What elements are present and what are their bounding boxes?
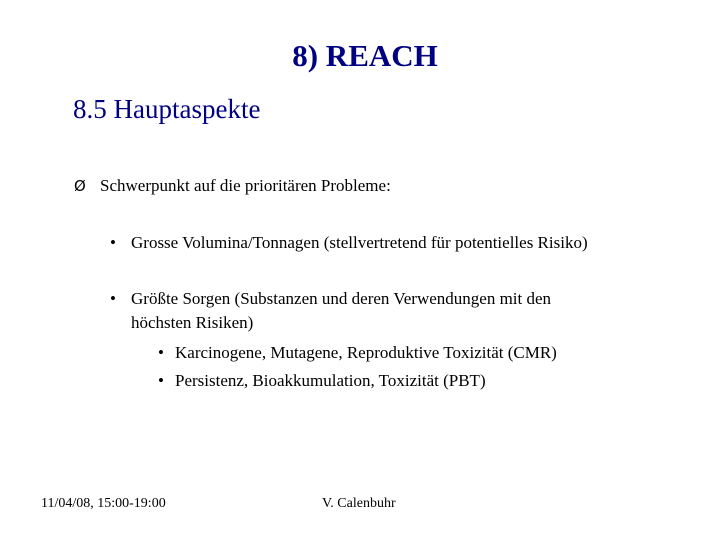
section-subtitle: 8.5 Hauptaspekte bbox=[73, 94, 261, 124]
bullet-dot-icon: • bbox=[110, 233, 116, 252]
bullet-dot-icon: • bbox=[158, 371, 164, 390]
bullet-text: Grosse Volumina/Tonnagen (stellvertretend für potentielles Risiko) bbox=[131, 233, 588, 252]
main-point bbox=[74, 175, 391, 197]
sub-bullet-item bbox=[158, 369, 486, 393]
sub-bullet-text: Karcinogene, Mutagene, Reproduktive Toxizität (CMR) bbox=[175, 343, 557, 362]
sub-bullet-item bbox=[158, 341, 557, 365]
arrow-bullet-icon: Ø bbox=[74, 177, 86, 195]
sub-bullet-text: Persistenz, Bioakkumulation, Toxizität (PBT) bbox=[175, 371, 486, 390]
footer-author: V. Calenbuhr bbox=[322, 496, 396, 511]
main-point-text: Schwerpunkt auf die prioritären Probleme: bbox=[100, 176, 391, 195]
bullet-item bbox=[110, 231, 588, 255]
bullet-dot-icon: • bbox=[110, 289, 116, 308]
bullet-item bbox=[110, 287, 551, 335]
slide-title: 8) REACH bbox=[292, 38, 438, 73]
footer-date: 11/04/08, 15:00-19:00 bbox=[41, 496, 166, 511]
bullet-text-continuation: höchsten Risiken) bbox=[131, 313, 254, 332]
bullet-text: Größte Sorgen (Substanzen und deren Verwendungen mit den bbox=[131, 289, 552, 308]
bullet-dot-icon: • bbox=[158, 343, 164, 362]
